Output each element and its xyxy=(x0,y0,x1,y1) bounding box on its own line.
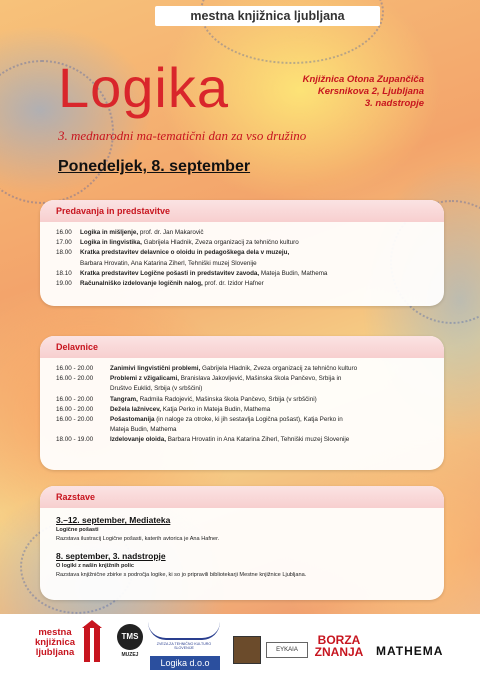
exhibition-title: 3.–12. september, Mediateka xyxy=(56,515,171,525)
item-details: Gabrijela Hladnik, Zveza organizacij za tehnično kulturo xyxy=(200,365,358,372)
exhibitions-list xyxy=(40,514,444,586)
item-continuation: Barbara Hrovatin, Ana Katarina Ziherl, Tehniški muzej Slovenije xyxy=(80,259,257,267)
library-emblem-icon xyxy=(82,620,102,669)
exhibition-title: 8. september, 3. nadstropje xyxy=(56,551,166,561)
lectures-heading: Predavanja in predstavitve xyxy=(40,200,444,222)
item-time: 16.00 - 20.00 xyxy=(56,416,94,424)
sponsor-footer xyxy=(0,614,480,678)
exhibition-description: Razstava ilustracij Logične pošasti, katerih avtorica je Ana Hafner. xyxy=(56,536,220,542)
item-description xyxy=(80,238,434,248)
item-details: Mateja Budin, Mathema xyxy=(259,269,328,277)
picture-logo-icon xyxy=(233,636,261,664)
program-item xyxy=(56,435,434,445)
program-item xyxy=(56,238,434,248)
item-details: (in naloge za otroke, ki jih sestavlja Logična pošast), Katja Perko in xyxy=(154,416,343,424)
item-title: Dežela lažnivcev, xyxy=(110,405,161,413)
program-item xyxy=(56,415,434,435)
exhibition-subtitle: Logične pošasti xyxy=(56,527,99,533)
item-time: 16.00 - 20.00 xyxy=(56,375,94,383)
item-description xyxy=(110,405,434,415)
item-title: Izdelovanje oloida, xyxy=(110,436,166,444)
venue-address xyxy=(303,74,424,110)
program-item xyxy=(56,395,434,405)
logika-doo-logo: Logika d.o.o xyxy=(150,656,220,670)
item-description xyxy=(110,395,434,405)
workshops-list xyxy=(40,358,444,452)
borza-znanja-logo xyxy=(312,634,366,658)
tms-logo-sub: MUZEJ xyxy=(121,652,139,658)
item-details: prof. dr. Jan Makarovič xyxy=(138,229,204,236)
item-time: 18.10 xyxy=(56,269,72,277)
borza-line-1: BORZA xyxy=(317,633,361,647)
program-item xyxy=(56,364,434,374)
exhibition-item xyxy=(56,550,434,580)
tms-logo-text: TMS xyxy=(117,624,143,650)
item-description xyxy=(80,269,434,279)
tms-museum-logo xyxy=(116,624,144,666)
lectures-list xyxy=(40,222,444,295)
item-details: Barbara Hrovatin in Ana Katarina Ziherl, Tehniški muzej Slovenije xyxy=(165,436,350,444)
date-heading: Ponedeljek, 8. september xyxy=(58,158,251,175)
item-description xyxy=(110,374,434,394)
program-item xyxy=(56,405,434,415)
item-time: 18.00 - 19.00 xyxy=(56,436,94,444)
exhibition-subtitle: O logiki z našin knjižnih polic xyxy=(56,563,135,569)
eykaia-logo: EYKAIA xyxy=(266,642,308,658)
item-time: 16.00 - 20.00 xyxy=(56,395,94,403)
library-logo-line-1: mestna xyxy=(38,627,72,638)
workshops-panel xyxy=(40,336,444,470)
program-item xyxy=(56,248,434,268)
item-title: Zanimivi lingvistični problemi, xyxy=(110,365,201,372)
item-time: 18.00 xyxy=(56,249,72,257)
library-logo xyxy=(30,628,80,658)
item-description xyxy=(110,364,434,374)
poster-subtitle: 3. mednarodni ma-tematični dan za vso družino xyxy=(58,128,307,143)
zveza-logo-text: ZVEZA ZA TEHNIČNO KULTURO SLOVENIJE xyxy=(156,642,212,650)
exhibition-item xyxy=(56,514,434,544)
item-time: 16.00 - 20.00 xyxy=(56,405,94,413)
borza-line-2: ZNANJA xyxy=(314,645,364,659)
item-details: Katja Perko in Mateja Budin, Mathema xyxy=(161,405,271,413)
item-description xyxy=(80,228,434,238)
item-title: Računalniško izdelovanje logičnih nalog, xyxy=(80,280,203,288)
item-time: 16.00 - 20.00 xyxy=(56,365,94,372)
item-continuation: Društvo Euklid, Srbija (v srbščini) xyxy=(110,385,203,393)
library-logo-line-2: knjižnica xyxy=(34,637,76,648)
item-time: 17.00 xyxy=(56,239,72,247)
venue-line-2: Kersnikova 2, Ljubljana xyxy=(317,86,424,97)
exhibition-description: Razstava knjižnične zbirke s področja logike, ki so jo pripravili bibliotekarji Mestne knjižnice Ljubljana. xyxy=(56,572,307,578)
item-description xyxy=(110,415,434,435)
zveza-logo xyxy=(148,622,220,650)
item-continuation: Mateja Budin, Mathema xyxy=(110,426,177,434)
item-description xyxy=(80,248,434,268)
item-title: Pošastomanija xyxy=(110,416,155,424)
mathema-logo: MATHEMA xyxy=(376,644,444,658)
exhibitions-panel xyxy=(40,486,444,600)
poster-title: Logika xyxy=(58,56,230,119)
item-title: Logika in lingvistika, xyxy=(80,239,142,247)
workshops-heading: Delavnice xyxy=(40,336,444,358)
item-title: Problemi z vžigalicami, xyxy=(110,375,179,383)
library-logo-line-3: ljubljana xyxy=(35,647,75,658)
item-details: Branislava Jakovljević, Mašinska škola Pančevo, Srbija in xyxy=(178,375,342,383)
program-item xyxy=(56,269,434,279)
item-details: Gabrijela Hladnik, Zveza organizacij za tehnično kulturo xyxy=(141,239,299,247)
item-title: Kratka predstavitev delavnice o oloidu in pedagoškega dela v muzeju, xyxy=(80,249,290,257)
library-name-header: mestna knjižnica ljubljana xyxy=(155,6,380,26)
program-item xyxy=(56,279,434,289)
item-time: 16.00 xyxy=(56,229,72,236)
item-description xyxy=(80,279,434,289)
item-title: Tangram, xyxy=(110,395,138,403)
program-item xyxy=(56,374,434,394)
item-time: 19.00 xyxy=(56,280,72,288)
item-title: Kratka predstavitev Logične pošasti in predstavitev zavoda, xyxy=(80,269,260,277)
lectures-panel xyxy=(40,200,444,306)
item-description xyxy=(110,435,434,445)
exhibitions-heading: Razstave xyxy=(40,486,444,508)
item-title: Logika in mišljenje, xyxy=(80,229,139,236)
item-details: Radmila Radojević, Mašinska škola Pančevo, Srbija (v srbščini) xyxy=(137,395,317,403)
item-details: prof. dr. Izidor Hafner xyxy=(202,280,264,288)
venue-line-1: Knjižnica Otona Zupančiča xyxy=(302,74,424,85)
venue-line-3: 3. nadstropje xyxy=(364,98,424,109)
program-item xyxy=(56,228,434,238)
